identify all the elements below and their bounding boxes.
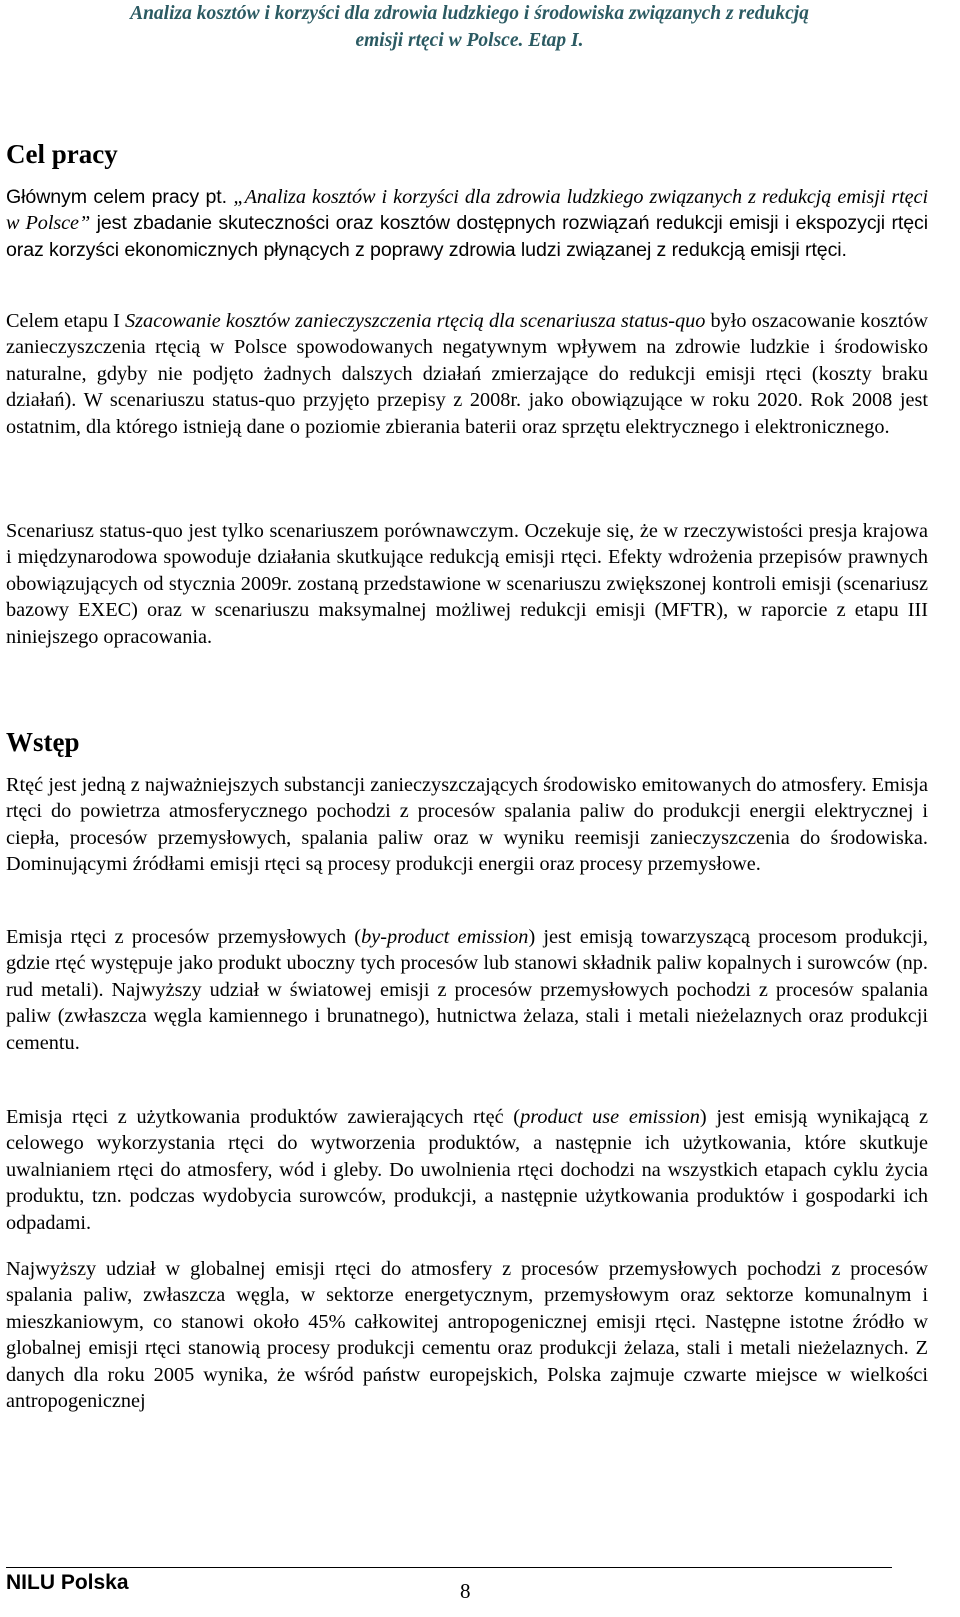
- paragraph-text: jest zbadanie skuteczności oraz kosztów dostępnych rozwiązań redukcji emisji i ekspozycji rtęci oraz korzyści ekonomicznych płynących z poprawy zdrowia ludzi związanej z redukcją emisji rtęci.: [6, 212, 928, 261]
- paragraph-text: ) jest emisją wynikającą z celowego wykorzystania rtęci do wytworzenia produktów, a następnie ich użytkowania, które skutkuje uwalnianiem rtęci do atmosfery, wód i gleby. Do uwolnienia rtęci dochodzi na wszystkich etapach cyklu życia produktu, tzn. podczas wydobycia surowców, produkcji, a następnie użytkowania produktów i gospodarki ich odpadami.: [6, 1106, 928, 1234]
- paragraph-wstep-1: Rtęć jest jedną z najważniejszych substancji zanieczyszczających środowisko emitowanych do atmosfery. Emisja rtęci do powietrza atmosferycznego pochodzi z procesów spalania paliw do produkcji energii elektrycznej i ciepła, procesów przemysłowych, spalania paliw oraz w wyniku reemisji zanieczyszczenia do środowiska. Dominującymi źródłami emisji rtęci są procesy produkcji energii oraz procesy przemysłowe.: [6, 774, 928, 876]
- section-heading-cel-pracy: Cel pracy: [6, 139, 118, 169]
- footer-organization: NILU Polska: [6, 1571, 129, 1594]
- term-product-use-emission: product use emission: [520, 1106, 700, 1128]
- running-header-line-1: Analiza kosztów i korzyści dla zdrowia ludzkiego i środowiska związanych z redukcją: [130, 3, 809, 24]
- paragraph-cel-3: Scenariusz status-quo jest tylko scenariuszem porównawczym. Oczekuje się, że w rzeczywistości presja krajowa i międzynarodowa spowoduje działania skutkujące redukcją emisji rtęci. Efekty wdrożenia przepisów prawnych obowiązujących od stycznia 2009r. zostaną przedstawione w scenariuszu zwiększonej kontroli emisji (scenariusz bazowy EXEC) oraz w scenariuszu maksymalnej możliwej redukcji emisji (MFTR), w raporcie z etapu III niniejszego opracowania.: [6, 520, 928, 648]
- work-title: „Analiza kosztów i korzyści dla zdrowia ludzkiego związanych z redukcją emisji rtęci w Polsce”: [6, 186, 928, 235]
- stage-title: Szacowanie kosztów zanieczyszczenia rtęcią dla scenariusza status-quo: [124, 310, 706, 332]
- page-number: 8: [460, 1579, 471, 1603]
- term-by-product-emission: by-product emission: [361, 926, 529, 948]
- section-heading-wstep: Wstęp: [6, 727, 80, 757]
- paragraph-text: Głównym celem pracy pt.: [6, 186, 234, 208]
- footer-divider: [6, 1567, 892, 1568]
- paragraph-cel-1: [6, 184, 928, 263]
- paragraph-text: Emisja rtęci z użytkowania produktów zawierających rtęć (: [6, 1106, 521, 1128]
- paragraph-wstep-3: [6, 1104, 928, 1236]
- paragraph-cel-2: [6, 308, 928, 440]
- paragraph-text: Celem etapu I: [6, 310, 125, 332]
- running-header-line-2: emisji rtęci w Polsce. Etap I.: [355, 30, 584, 51]
- paragraph-text: było oszacowanie kosztów zanieczyszczenia rtęcią w Polsce spowodowanych negatywnym wpływem na zdrowie ludzkie i środowisko naturalne, gdyby nie podjęto żadnych dalszych działań zmierzające do redukcji emisji rtęci (koszty braku działań). W scenariuszu status-quo przyjęto przepisy z 2008r. jako obowiązujące w roku 2020. Rok 2008 jest ostatnim, dla którego istnieją dane o poziomie zbierania baterii oraz sprzętu elektrycznego i elektronicznego.: [6, 310, 928, 438]
- paragraph-wstep-2: [6, 924, 928, 1056]
- paragraph-text: ) jest emisją towarzyszącą procesom produkcji, gdzie rtęć występuje jako produkt uboczny tych procesów lub stanowi składnik paliw kopalnych i surowców (np. rud metali). Najwyższy udział w światowej emisji z procesów przemysłowych pochodzi z procesów spalania paliw (zwłaszcza węgla kamiennego i brunatnego), hutnictwa żelaza, stali i metali nieżelaznych oraz produkcji cementu.: [6, 926, 928, 1054]
- paragraph-wstep-4: Najwyższy udział w globalnej emisji rtęci do atmosfery z procesów przemysłowych pochodzi z procesów spalania paliw, zwłaszcza węgla, w sektorze energetycznym, przemysłowym oraz sektorze komunalnym i mieszkaniowym, co stanowi około 45% całkowitej antropogenicznej emisji rtęci. Następne istotne źródło w globalnej emisji rtęci stanowią procesy produkcji cementu oraz produkcji żelaza, stali i metali nieżelaznych. Z danych dla roku 2005 wynika, że wśród państw europejskich, Polska zajmuje czwarte miejsce w wielkości antropogenicznej: [6, 1258, 928, 1413]
- running-header: [6, 0, 933, 54]
- paragraph-text: Emisja rtęci z procesów przemysłowych (: [6, 926, 362, 948]
